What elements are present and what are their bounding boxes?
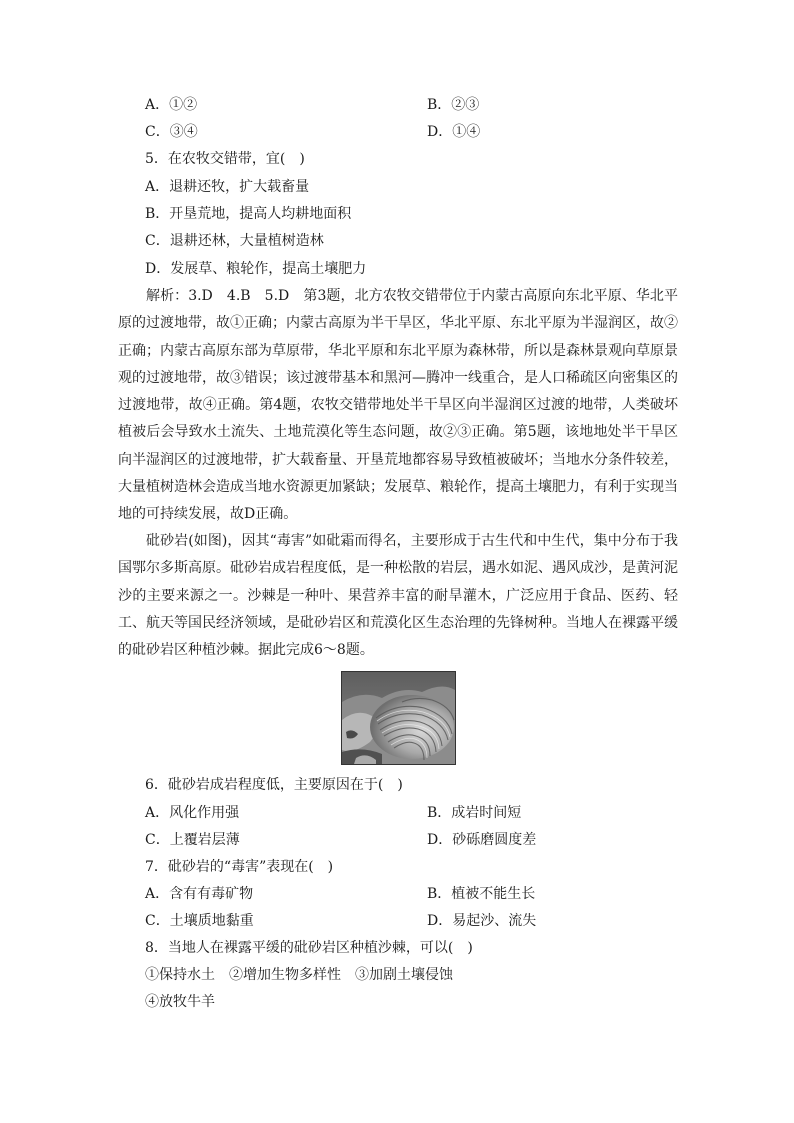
q8-stem: 8．当地人在裸露平缓的砒砂岩区种植沙棘，可以( ) — [145, 940, 473, 956]
q7-option-d[interactable]: D．易起沙、流失 — [427, 913, 537, 929]
q6-option-a[interactable]: A．风化作用强 — [145, 805, 240, 821]
q5-stem: 5．在农牧交错带，宜( ) — [145, 151, 305, 167]
q6-option-d[interactable]: D．砂砾磨圆度差 — [427, 832, 537, 848]
q5-option-c[interactable]: C．退耕还林，大量植树造林 — [145, 233, 324, 249]
q6-option-c[interactable]: C．上覆岩层薄 — [145, 832, 240, 848]
q7-stem: 7．砒砂岩的“毒害”表现在( ) — [145, 859, 334, 875]
pisha-sandstone-photo — [341, 671, 456, 765]
q5-option-d[interactable]: D．发展草、粮轮作，提高土壤肥力 — [145, 261, 367, 277]
q7-option-b[interactable]: B．植被不能生长 — [427, 886, 536, 902]
q4-option-a[interactable]: A．①② — [145, 97, 198, 113]
q7-option-c[interactable]: C．土壤质地黏重 — [145, 913, 254, 929]
q4-option-d[interactable]: D．①④ — [427, 124, 481, 140]
q5-option-b[interactable]: B．开垦荒地，提高人均耕地面积 — [145, 206, 352, 222]
q8-statements-line2: ④放牧牛羊 — [145, 994, 215, 1010]
q4-option-c[interactable]: C．③④ — [145, 124, 198, 140]
answer-analysis: 解析：3.D 4.B 5.D 第3题，北方农牧交错带位于内蒙古高原向东北平原、华北平原的过渡地带，故①正确；内蒙古高原为半干旱区，华北平原、东北平原为半湿润区，故②正确；内蒙古高原东部为草原带，华北平原和东北平原为森林带，所以是森林景观向草原景观的过渡地带，故③错误；该过渡带基本和黑河—腾冲一线重合，是人口稀疏区向密集区的过渡地带，故④正确。第4题，农牧交错带地处半干旱区向半湿润区过渡的地带，人类破坏植被后会导致水土流失、土地荒漠化等生态问题，故②③正确。第5题，该地地处半干旱区向半湿润区的过渡地带，扩大载畜量、开垦荒地都容易导致植被破坏；当地水分条件较差，大量植树造林会造成当地水资源更加紧缺；发展草、粮轮作，提高土壤肥力，有利于实现当地的可持续发展，故D正确。 — [118, 288, 678, 523]
q4-option-b[interactable]: B．②③ — [427, 97, 480, 113]
q6-option-b[interactable]: B．成岩时间短 — [427, 805, 522, 821]
q8-statements-line1: ①保持水土 ②增加生物多样性 ③加剧土壤侵蚀 — [145, 967, 453, 983]
q7-option-a[interactable]: A．含有有毒矿物 — [145, 886, 254, 902]
q6-stem: 6．砒砂岩成岩程度低，主要原因在于( ) — [145, 777, 403, 793]
q5-option-a[interactable]: A．退耕还牧，扩大载畜量 — [145, 179, 310, 195]
reading-passage: 砒砂岩(如图)，因其“毒害”如砒霜而得名，主要形成于古生代和中生代，集中分布于我国鄂尔多斯高原。砒砂岩成岩程度低，是一种松散的岩层，遇水如泥、遇风成沙，是黄河泥沙的主要来源之一。沙棘是一种叶、果营养丰富的耐旱灌木，广泛应用于食品、医药、轻工、航天等国民经济领域，是砒砂岩区和荒漠化区生态治理的先锋树种。当地人在裸露平缓的砒砂岩区种植沙棘。据此完成6～8题。 — [118, 533, 678, 659]
